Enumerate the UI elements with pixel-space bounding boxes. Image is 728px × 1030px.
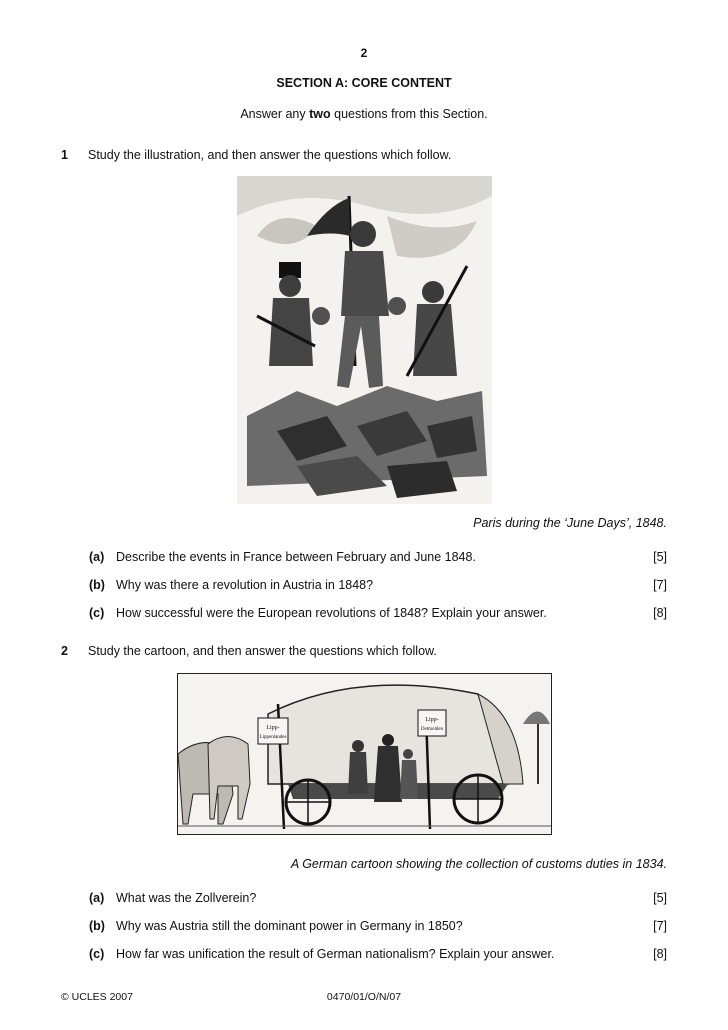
q1-part-b-text: Why was there a revolution in Austria in 1848?: [116, 578, 374, 592]
q2-part-c-marks: [8]: [653, 947, 667, 961]
q1-part-c-text: How successful were the European revolutions of 1848? Explain your answer.: [116, 606, 547, 620]
question-1-number: 1: [61, 148, 68, 162]
question-2-number: 2: [61, 644, 68, 658]
question-1-stem: Study the illustration, and then answer the questions which follow.: [88, 148, 452, 162]
instructions-text-end: questions from this Section.: [330, 107, 488, 121]
section-instructions: [0, 107, 728, 121]
q1-part-a-label: (a): [89, 550, 105, 564]
barricade-illustration: [237, 176, 492, 504]
page-number: 2: [360, 46, 368, 60]
q1-part-c-label: (c): [89, 606, 105, 620]
footer-paper-code: 0470/01/O/N/07: [326, 991, 402, 1003]
q1-part-a-marks: [5]: [653, 550, 667, 564]
question-2-stem: Study the cartoon, and then answer the questions which follow.: [88, 644, 437, 658]
q2-part-b-label: (b): [89, 919, 105, 933]
footer-copyright: © UCLES 2007: [61, 991, 133, 1003]
sign-2-line-2: Detmolden: [420, 727, 444, 732]
q1-part-b-label: (b): [89, 578, 105, 592]
instructions-emphasis: two: [309, 107, 331, 121]
q2-part-b-marks: [7]: [653, 919, 667, 933]
cartoon-caption: A German cartoon showing the collection of customs duties in 1834.: [290, 857, 667, 871]
instructions-text-start: Answer any: [240, 107, 310, 121]
q2-part-a-label: (a): [89, 891, 105, 905]
sign-1-line-1: Lipp-: [266, 725, 280, 731]
section-title: SECTION A: CORE CONTENT: [276, 76, 452, 90]
sign-1-line-2: Lippenlandes: [259, 735, 287, 740]
q2-part-c-label: (c): [89, 947, 105, 961]
q1-part-a-text: Describe the events in France between February and June 1848.: [116, 550, 476, 564]
q2-part-c-text: How far was unification the result of German nationalism? Explain your answer.: [116, 947, 555, 961]
sign-2-line-1: Lipp-: [425, 717, 439, 723]
q2-part-b-text: Why was Austria still the dominant power in Germany in 1850?: [116, 919, 463, 933]
q1-part-c-marks: [8]: [653, 606, 667, 620]
q2-part-a-text: What was the Zollverein?: [116, 891, 257, 905]
q2-part-a-marks: [5]: [653, 891, 667, 905]
illustration-caption: Paris during the ‘June Days’, 1848.: [473, 516, 667, 530]
q1-part-b-marks: [7]: [653, 578, 667, 592]
customs-cartoon: [177, 673, 552, 835]
